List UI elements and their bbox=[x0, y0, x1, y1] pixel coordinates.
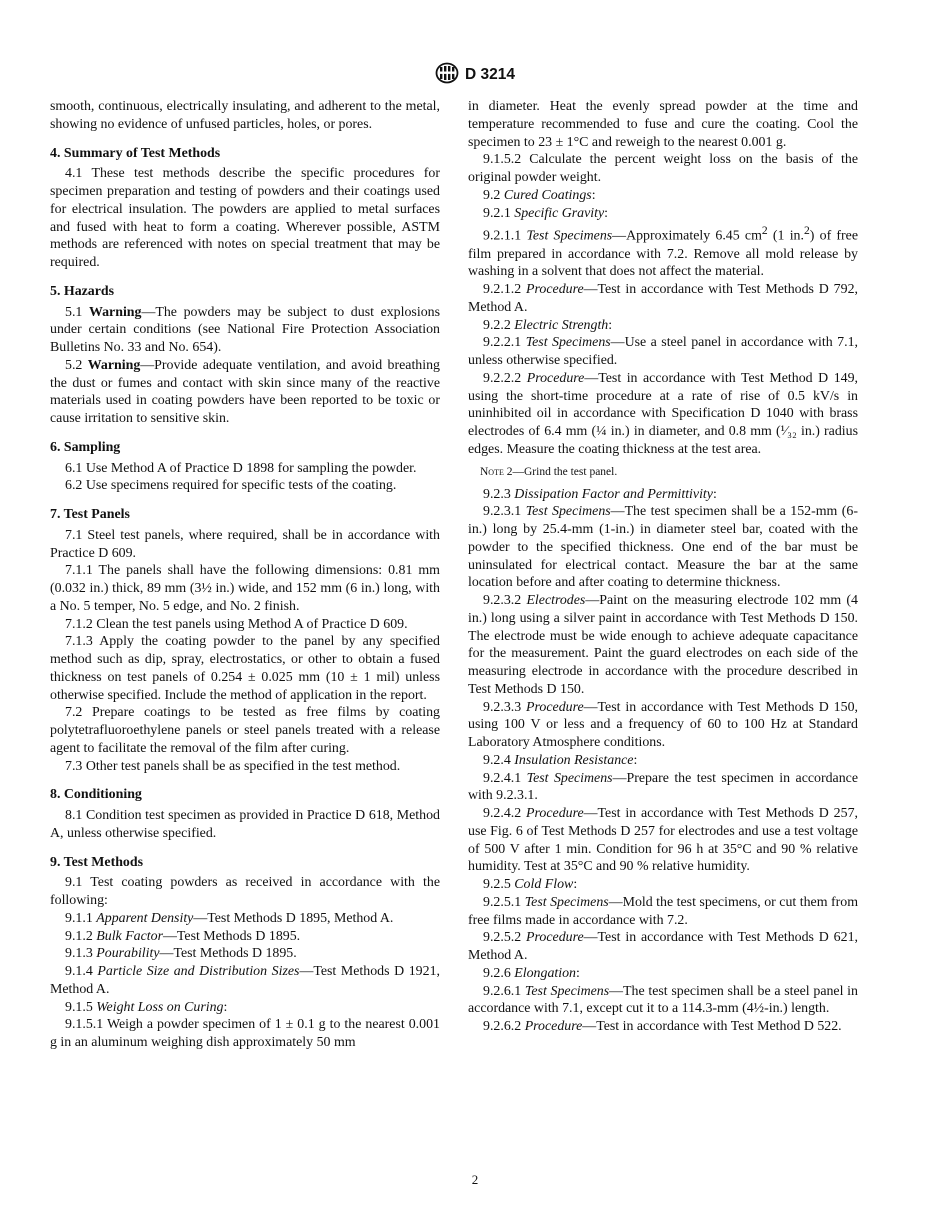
clause-number: 9.2.1 bbox=[483, 205, 511, 221]
clause-number: 9.2.5.2 bbox=[483, 930, 522, 946]
clause-title: Cold Flow bbox=[514, 877, 574, 893]
paragraph: 9.1 Test coating powders as received in accordance with the following: bbox=[50, 875, 440, 908]
clause-number: 9.2 bbox=[483, 187, 501, 203]
clause-text: (1 in. bbox=[767, 228, 804, 244]
right-column bbox=[468, 98, 858, 1036]
clause-number: 5.1 bbox=[65, 304, 83, 320]
clause-number: 9.2.3 bbox=[483, 486, 511, 502]
paragraph bbox=[468, 503, 858, 592]
paragraph: 7.2 Prepare coatings to be tested as free films by coating polytetrafluoroethylene panels or steel panels treated with a release agent to facilitate the removal of the film after curing. bbox=[50, 705, 440, 756]
superscript: 2 bbox=[803, 224, 810, 238]
clause-title: Weight Loss on Curing bbox=[96, 999, 224, 1015]
paragraph bbox=[50, 945, 440, 963]
paragraph: 7.3 Other test panels shall be as specified in the test method. bbox=[65, 758, 401, 774]
clause-text: —Test in accordance with Test Method D 522. bbox=[582, 1019, 842, 1035]
clause-text: : bbox=[573, 877, 578, 893]
clause-text: : bbox=[633, 752, 638, 768]
note-label: Note bbox=[480, 465, 504, 478]
clause-text: —Test Methods D 1895. bbox=[159, 946, 297, 962]
clause-title: Electrodes bbox=[526, 593, 586, 609]
paragraph bbox=[468, 205, 858, 223]
clause-text: —Test Methods D 1921, Method A. bbox=[50, 964, 440, 997]
clause-text: —Approximately 6.45 cm bbox=[612, 228, 762, 244]
clause-text: : bbox=[712, 486, 717, 502]
paragraph: in diameter. Heat the evenly spread powder at the time and temperature recommended to fuse and cure the coating. Cool the specimen to 23 ± 1°C and reweigh to the nearest 0.001 g. bbox=[468, 99, 858, 150]
clause-title: Cured Coatings bbox=[503, 187, 592, 203]
page-number: 2 bbox=[471, 1172, 479, 1187]
clause-title: Apparent Density bbox=[96, 910, 194, 926]
clause-title: Test Specimens bbox=[524, 983, 610, 999]
paragraph bbox=[468, 187, 858, 205]
paragraph: 7.1.3 Apply the coating powder to the panel by any specified method such as dip, spray, electrostatics, or other to obtain a fused thickness on test panels of 0.254 ± 0.025 mm (10 ± 1 mil) unless otherwise specified. Include the method of application in the report. bbox=[50, 634, 440, 703]
paragraph bbox=[468, 370, 858, 459]
clause-number: 9.2.6 bbox=[483, 965, 511, 981]
clause-title: Procedure bbox=[526, 806, 584, 822]
paragraph bbox=[468, 983, 858, 1019]
clause-title: Procedure bbox=[524, 1019, 583, 1035]
paragraph bbox=[468, 965, 858, 983]
paragraph: 4.1 These test methods describe the specific procedures for specimen preparation and testing of powders and their coatings used for electrical insulation. The powders are applied to metal surfaces and fused with heat to form a coating. Wherever possible, ASTM methods are referenced with notes on special treatment that may be required. bbox=[50, 166, 440, 270]
clause-text: : bbox=[223, 999, 228, 1015]
paragraph: 9.1.5.2 Calculate the percent weight loss on the basis of the original powder weight. bbox=[468, 152, 858, 185]
paragraph: 9.1.5.1 Weigh a powder specimen of 1 ± 0.1 g to the nearest 0.001 g in an aluminum weighing dish approximately 50 mm bbox=[50, 1017, 440, 1050]
paragraph bbox=[468, 222, 858, 281]
clause-number: 9.2.1.2 bbox=[483, 282, 522, 298]
clause-number: 9.2.6.1 bbox=[483, 983, 522, 999]
page-header bbox=[0, 62, 950, 84]
clause-number: 9.2.3.3 bbox=[483, 699, 522, 715]
section-heading: 5. Hazards bbox=[50, 283, 115, 299]
paragraph: 7.1 Steel test panels, where required, shall be in accordance with Practice D 609. bbox=[50, 527, 440, 561]
paragraph bbox=[468, 317, 858, 335]
paragraph: 6.1 Use Method A of Practice D 1898 for sampling the powder. bbox=[65, 460, 417, 476]
paragraph bbox=[50, 963, 440, 999]
clause-title: Electric Strength bbox=[514, 317, 609, 333]
clause-text: —The powders may be subject to dust explosions under certain conditions (see National Fire Protection Association Bulletins No. 33 and No. 654). bbox=[50, 304, 440, 355]
clause-title: Test Specimens bbox=[526, 770, 613, 786]
paragraph bbox=[468, 805, 858, 876]
note-text: 2—Grind the test panel. bbox=[503, 465, 618, 478]
paragraph bbox=[468, 770, 858, 806]
clause-text: —Use a steel panel in accordance with 7.1, unless otherwise specified. bbox=[468, 335, 858, 369]
paragraph bbox=[468, 1018, 858, 1036]
clause-text: —Test in accordance with Test Method D 149, using the short-time procedure at a rate of rise of 0.5 kV/s in uninhibited oil in accordance with Specification D 1040 with brass electrodes of 6.4 mm (¼ in.) in diameter, and 0.8 mm (¹⁄₃₂ in.) radius edges. Measure the coating thickness at the test area. bbox=[468, 370, 859, 457]
paragraph bbox=[468, 486, 858, 504]
clause-number: 9.2.5 bbox=[483, 877, 511, 893]
document-designation: D 3214 bbox=[465, 66, 515, 83]
clause-text: : bbox=[608, 317, 613, 333]
section-heading: 7. Test Panels bbox=[50, 507, 130, 522]
clause-number: 9.2.4 bbox=[483, 752, 511, 768]
clause-number: 9.1.3 bbox=[65, 946, 93, 962]
clause-number: 9.1.4 bbox=[65, 964, 93, 979]
warning-label: Warning bbox=[87, 357, 141, 373]
left-column bbox=[50, 98, 440, 1052]
clause-title: Procedure bbox=[526, 282, 584, 298]
clause-number: 9.2.2.1 bbox=[483, 335, 522, 351]
clause-text: : bbox=[591, 187, 596, 203]
clause-text: ) of free film prepared in accordance with 7.2. Remove all mold release by washing in a solvent that does not affect the material. bbox=[468, 228, 859, 280]
clause-text: —Test in accordance with Test Methods D 150, using 100 V or less and a frequency of 60 to 100 Hz at Standard Laboratory Atmosphere conditions. bbox=[468, 699, 858, 751]
clause-text: —The test specimen shall be a 152-mm (6-in.) long by 25.4-mm (1-in.) in diameter steel bar, coated with the powder to the specified thickness. One end of the bar must be uninsulated for electrical contact. Measure the bar at the same location before and after coating to determine thickness. bbox=[468, 504, 858, 591]
paragraph bbox=[50, 928, 440, 946]
clause-number: 9.2.2 bbox=[483, 317, 511, 333]
clause-title: Procedure bbox=[526, 699, 584, 715]
paragraph: 7.1.1 The panels shall have the following dimensions: 0.81 mm (0.032 in.) thick, 89 mm (3½ in.) wide, and 152 mm (6 in.) long, with a No. 5 temper, No. 5 edge, and No. 2 finish. bbox=[50, 563, 440, 614]
paragraph bbox=[50, 357, 440, 428]
clause-text: —Test in accordance with Test Methods D 621, Method A. bbox=[468, 930, 858, 964]
clause-title: Specific Gravity bbox=[514, 205, 605, 221]
clause-number: 9.2.6.2 bbox=[483, 1019, 522, 1035]
paragraph bbox=[468, 334, 858, 370]
section-heading: 6. Sampling bbox=[50, 439, 121, 455]
paragraph bbox=[468, 876, 858, 894]
clause-title: Test Specimens bbox=[526, 228, 613, 244]
paragraph bbox=[468, 752, 858, 770]
paragraph bbox=[468, 699, 858, 752]
clause-text: —Provide adequate ventilation, and avoid breathing the dust or fumes and contact with skin since many of the reactive materials used in coating powders have been reported to be toxic or cause irritation to sensitive skin. bbox=[50, 357, 440, 426]
clause-text: —Test Methods D 1895, Method A. bbox=[193, 910, 394, 926]
clause-title: Test Specimens bbox=[525, 335, 611, 351]
clause-text: —Mold the test specimens, or cut them from free films made in accordance with 7.2. bbox=[468, 894, 858, 928]
clause-number: 9.2.4.1 bbox=[483, 770, 522, 786]
clause-number: 9.1.1 bbox=[65, 910, 93, 926]
superscript: 2 bbox=[761, 224, 768, 238]
note bbox=[468, 465, 858, 480]
astm-logo-icon bbox=[435, 62, 459, 84]
clause-title: Test Specimens bbox=[524, 894, 609, 910]
clause-title: Insulation Resistance bbox=[514, 752, 634, 768]
clause-number: 5.2 bbox=[65, 357, 83, 373]
clause-text: —Paint on the measuring electrode 102 mm (4 in.) long using a silver paint in accordance with Test Methods D 150. The electrode must be wide enough to achieve adequate capacitance for the measurement. Paint the guard electrodes on each side of the measuring electrode in accordance with the procedure described in Test Methods D 150. bbox=[468, 593, 858, 697]
clause-number: 9.2.3.1 bbox=[483, 504, 522, 520]
section-heading: 8. Conditioning bbox=[50, 787, 142, 803]
clause-text: : bbox=[604, 205, 608, 221]
clause-text: —Prepare the test specimen in accordance with 9.2.3.1. bbox=[468, 770, 858, 804]
paragraph bbox=[468, 592, 858, 699]
clause-number: 9.2.3.2 bbox=[483, 593, 522, 609]
paragraph bbox=[50, 999, 440, 1017]
clause-number: 9.2.4.2 bbox=[483, 806, 522, 822]
clause-number: 9.1.5 bbox=[65, 999, 93, 1015]
clause-title: Bulk Factor bbox=[96, 928, 163, 944]
clause-title: Dissipation Factor and Permittivity bbox=[514, 486, 713, 502]
clause-text: : bbox=[576, 965, 580, 981]
paragraph: smooth, continuous, electrically insulating, and adherent to the metal, showing no evidence of unfused particles, holes, or pores. bbox=[50, 99, 440, 132]
clause-title: Test Specimens bbox=[525, 504, 611, 520]
clause-text: —Test in accordance with Test Methods D 792, Method A. bbox=[468, 282, 858, 315]
paragraph bbox=[50, 910, 440, 928]
clause-title: Procedure bbox=[526, 370, 585, 386]
paragraph bbox=[50, 304, 440, 357]
clause-text: —Test in accordance with Test Methods D 257, use Fig. 6 of Test Methods D 257 for electrodes and use a test voltage of 500 V after 1 min. Condition for 96 h at 35°C and 90 % relative humidity. Test at 35°C and 90 % relative humidity. bbox=[468, 806, 858, 875]
section-heading: 4. Summary of Test Methods bbox=[50, 145, 221, 161]
clause-number: 9.1.2 bbox=[65, 928, 93, 944]
warning-label: Warning bbox=[88, 304, 142, 320]
paragraph: 8.1 Condition test specimen as provided in Practice D 618, Method A, unless otherwise specified. bbox=[50, 808, 440, 841]
clause-number: 9.2.1.1 bbox=[483, 228, 522, 244]
clause-number: 9.2.2.2 bbox=[483, 370, 522, 386]
clause-title: Pourability bbox=[96, 946, 160, 962]
clause-title: Elongation bbox=[514, 965, 577, 981]
clause-text: —Test Methods D 1895. bbox=[163, 928, 301, 944]
paragraph: 7.1.2 Clean the test panels using Method A of Practice D 609. bbox=[65, 616, 408, 632]
section-heading: 9. Test Methods bbox=[50, 854, 144, 870]
clause-number: 9.2.5.1 bbox=[483, 894, 522, 910]
paragraph bbox=[468, 894, 858, 930]
clause-title: Procedure bbox=[526, 930, 584, 946]
clause-text: —The test specimen shall be a steel panel in accordance with 7.1, except cut it to a 114.3-mm (4½-in.) length. bbox=[468, 983, 858, 1017]
paragraph bbox=[468, 281, 858, 317]
clause-title: Particle Size and Distribution Sizes bbox=[97, 964, 300, 979]
paragraph bbox=[468, 929, 858, 965]
paragraph: 6.2 Use specimens required for specific tests of the coating. bbox=[65, 478, 397, 494]
